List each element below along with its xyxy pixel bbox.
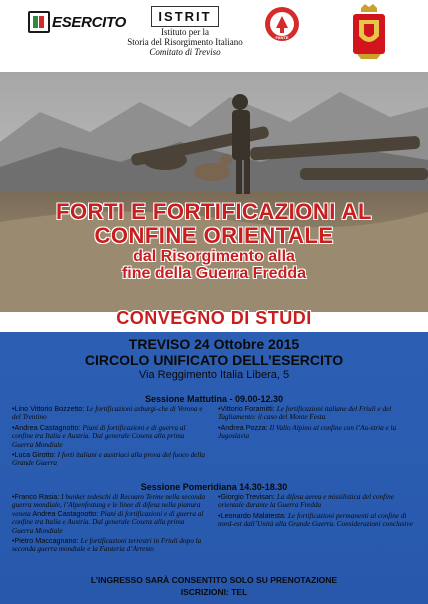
title-line-2: CONFINE ORIENTALE: [94, 223, 334, 248]
talk-item: [12, 424, 206, 449]
talk-title: Le fortificazioni asburgi-che di Verona e del Trentino: [12, 405, 203, 422]
talk-speaker: •Franco Rasia:: [12, 492, 60, 501]
talk-item: [12, 493, 206, 535]
talk-speaker: •Leonardo Malatesta:: [218, 510, 287, 520]
morning-left-column: [12, 405, 206, 470]
talk-speaker: Andrea Castagnotto:: [32, 508, 99, 518]
talk-speaker: •Andrea Pozza:: [218, 422, 268, 432]
army-crest-icon: [347, 2, 391, 60]
title-line-3: dal Risorgimento alla: [133, 248, 295, 265]
talk-title: I bunker tedeschi di Recoaro Terme nella seconda guerra mondiale, l’Alpenfestung e le linee di difesa nella pianura veneta: [12, 493, 206, 518]
footer-contact: ISCRIZIONI: TEL: [180, 587, 248, 597]
talk-title: I forti italiani e austriaci alla prova del fuoco della Grande Guerra: [12, 451, 205, 468]
talk-title: Le fortificazioni italiane del Friuli e del Tagliamento: il caso del Monte Festa: [218, 405, 392, 422]
istrit-line-3: Comitato di Treviso: [149, 47, 221, 57]
fante-badge-icon: [264, 6, 300, 42]
esercito-logo-text: ESERCITO: [52, 13, 127, 31]
event-date: TREVISO 24 Ottobre 2015: [128, 336, 300, 352]
talk-title: Piani di fortificazioni e di guerra al confine tra Italia e Austria. Dal generale Cosenz alla prima Guerra Mondiale: [12, 509, 204, 535]
istrit-line-1: Istituto per la: [161, 27, 209, 37]
footer-registration-note: L’INGRESSO SARÀ CONSENTITO SOLO SU PRENOTAZIONE: [90, 575, 338, 585]
event-place: CIRCOLO UNIFICATO DELL’ESERCITO: [84, 352, 344, 368]
talk-item: [12, 451, 206, 468]
afternoon-right-column: [218, 493, 416, 531]
afternoon-session-title: Sessione Pomeridiana 14.30-18.30: [140, 482, 288, 492]
event-info: [0, 336, 428, 382]
title-line-1: FORTI E FORTIFICAZIONI AL: [56, 199, 372, 224]
convegno-title: CONVEGNO DI STUDI: [116, 308, 312, 328]
talk-speaker: •Lino Vittorio Bozzetto:: [12, 404, 85, 413]
talk-title: Le fortificazioni permanenti al confine di nord-est dall’Unità alla Grande Guerra. Considerazioni conclusive: [218, 511, 413, 529]
morning-right-column: [218, 405, 416, 443]
fante-badge-text: FANTE: [275, 35, 289, 40]
event-address: Via Reggimento Italia Libera, 5: [138, 369, 290, 381]
talk-item: [12, 405, 206, 422]
istrit-line-2: Storia del Risorgimento Italiano: [127, 37, 243, 47]
talk-title: La difesa aerea e missilistica del confine orientale durante la Guerra Fredda: [218, 493, 394, 510]
title-block: [0, 200, 428, 282]
talk-item: [218, 424, 416, 441]
talk-title: Il Vallo Alpino al confine con l’Au-stria e la Jugoslavia: [218, 423, 397, 441]
talk-speaker: •Giorgio Trevisan:: [218, 492, 275, 501]
talk-speaker: •Vittorio Foramitti:: [218, 404, 275, 413]
talk-title: Piani di fortificazioni e di guerra al confine tra Italia e Austria. Dal generale Cosenz alla prima Guerra Mondiale: [12, 423, 186, 449]
talk-item: [218, 405, 416, 422]
afternoon-left-column: [12, 493, 206, 556]
istrit-logo: ISTRIT: [151, 6, 218, 27]
talk-title: Le fortificazioni terrestri in Friuli dopo la seconda guerra mondiale e la Fanteria d’Arresto: [12, 537, 202, 554]
title-line-4: fine della Guerra Fredda: [121, 265, 307, 282]
talk-speaker: •Luca Girotto:: [12, 450, 56, 460]
talk-speaker: •Pietro Maccagnano:: [12, 536, 79, 546]
talk-item: [218, 512, 416, 529]
istrit-logo-block: [110, 6, 260, 57]
talk-item: [12, 537, 206, 554]
header-bar: [0, 0, 428, 72]
talk-speaker: •Andrea Castagnotto:: [12, 422, 81, 432]
esercito-flag-icon: [28, 11, 50, 33]
morning-session-title: Sessione Mattutina - 09.00-12.30: [144, 394, 284, 404]
talk-item: [218, 493, 416, 510]
